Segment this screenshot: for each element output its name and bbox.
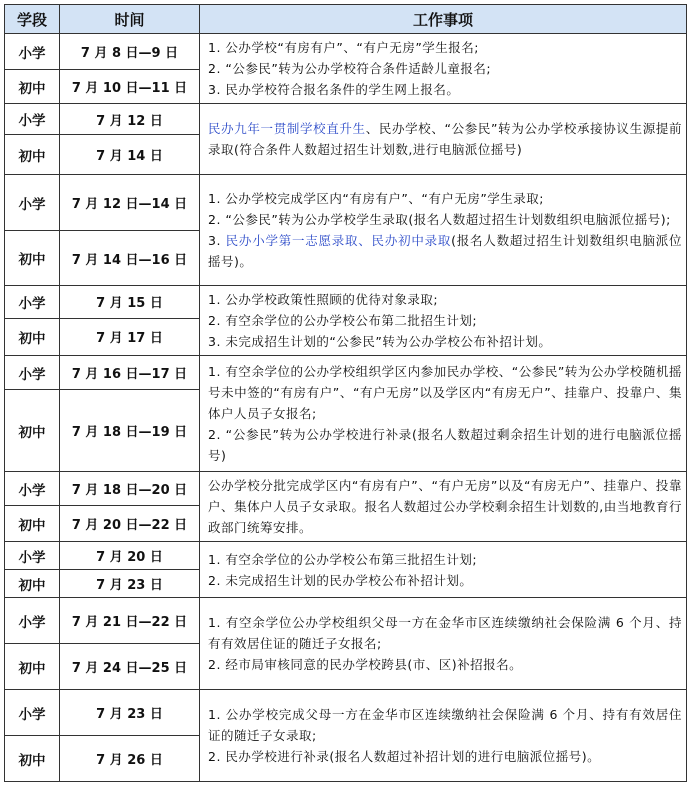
work-line: 3. 未完成招生计划的“公参民”转为公办学校公布补招计划。 <box>208 334 552 349</box>
time-cell: 7 月 8 日—9 日 <box>60 34 200 70</box>
highlight-text: 民办九年一贯制学校直升生 <box>208 121 366 136</box>
work-line: 1. 有空余学位公办学校组织父母一方在金华市区连续缴纳社会保险满 6 个月、持有有效居住证的随迁子女报名; <box>208 615 682 651</box>
header-row <box>5 5 687 34</box>
table-row <box>5 175 687 231</box>
stage-cell: 小学 <box>5 286 60 319</box>
work-line: 2. 经市局审核同意的民办学校跨县(市、区)补招报名。 <box>208 657 523 672</box>
highlight-text: 民办小学第一志愿录取、民办初中录取 <box>225 233 452 248</box>
stage-cell: 小学 <box>5 690 60 736</box>
time-cell: 7 月 23 日 <box>60 570 200 598</box>
table-row <box>5 472 687 506</box>
work-cell <box>200 472 687 542</box>
work-line <box>208 230 682 272</box>
work-cell <box>200 286 687 356</box>
stage-cell: 初中 <box>5 736 60 782</box>
stage-cell: 初中 <box>5 644 60 690</box>
enrollment-schedule-table <box>4 4 687 782</box>
time-cell: 7 月 16 日—17 日 <box>60 356 200 390</box>
stage-cell: 初中 <box>5 135 60 175</box>
item-number: 3. <box>208 233 226 248</box>
work-cell <box>200 34 687 104</box>
work-line: 2. “公参民”转为公办学校进行补录(报名人数超过剩余招生计划的进行电脑派位摇号) <box>208 427 682 463</box>
work-line <box>208 118 682 160</box>
work-cell <box>200 104 687 175</box>
header-stage: 学段 <box>5 5 60 34</box>
time-cell: 7 月 18 日—20 日 <box>60 472 200 506</box>
stage-cell: 初中 <box>5 318 60 355</box>
table-row <box>5 542 687 570</box>
stage-cell: 小学 <box>5 598 60 644</box>
work-cell <box>200 356 687 472</box>
time-cell: 7 月 12 日 <box>60 104 200 135</box>
header-work: 工作事项 <box>200 5 687 34</box>
work-cell <box>200 690 687 782</box>
time-cell: 7 月 14 日—16 日 <box>60 231 200 286</box>
stage-cell: 小学 <box>5 175 60 231</box>
time-cell: 7 月 23 日 <box>60 690 200 736</box>
work-line: 2. “公参民”转为公办学校学生录取(报名人数超过招生计划数组织电脑派位摇号); <box>208 212 671 227</box>
work-cell <box>200 598 687 690</box>
work-line: 1. 公办学校政策性照顾的优待对象录取; <box>208 292 439 307</box>
time-cell: 7 月 20 日—22 日 <box>60 506 200 542</box>
time-cell: 7 月 18 日—19 日 <box>60 390 200 472</box>
work-line: 3. 民办学校符合报名条件的学生网上报名。 <box>208 82 460 97</box>
time-cell: 7 月 12 日—14 日 <box>60 175 200 231</box>
work-text: (报名人数超过招生计划数组织电脑派位摇号)。 <box>208 233 682 269</box>
time-cell: 7 月 20 日 <box>60 542 200 570</box>
work-line: 2. 民办学校进行补录(报名人数超过补招计划的进行电脑派位摇号)。 <box>208 749 601 764</box>
work-cell <box>200 175 687 286</box>
time-cell: 7 月 26 日 <box>60 736 200 782</box>
table-row <box>5 286 687 319</box>
time-cell: 7 月 24 日—25 日 <box>60 644 200 690</box>
table-row <box>5 356 687 390</box>
table-row <box>5 690 687 736</box>
stage-cell: 小学 <box>5 104 60 135</box>
time-cell: 7 月 15 日 <box>60 286 200 319</box>
stage-cell: 初中 <box>5 231 60 286</box>
time-cell: 7 月 14 日 <box>60 135 200 175</box>
work-line: 1. 公办学校“有房有户”、“有户无房”学生报名; <box>208 40 480 55</box>
table-row <box>5 104 687 135</box>
work-text: 、民办学校、“公参民”转为公办学校承接协议生源提前录取(符合条件人数超过招生计划数,进行电脑派位摇号) <box>208 121 682 157</box>
stage-cell: 初中 <box>5 70 60 104</box>
stage-cell: 小学 <box>5 356 60 390</box>
stage-cell: 初中 <box>5 506 60 542</box>
header-time: 时间 <box>60 5 200 34</box>
stage-cell: 小学 <box>5 34 60 70</box>
work-line: 1. 有空余学位的公办学校组织学区内参加民办学校、“公参民”转为公办学校随机摇号未中签的“有房有户”、“有户无房”以及学区内“有房无户”、挂靠户、投靠户、集体户人员子女报名; <box>208 364 682 421</box>
stage-cell: 初中 <box>5 390 60 472</box>
work-line: 2. 有空余学位的公办学校公布第二批招生计划; <box>208 313 478 328</box>
time-cell: 7 月 21 日—22 日 <box>60 598 200 644</box>
work-line: 公办学校分批完成学区内“有房有户”、“有户无房”以及“有房无户”、挂靠户、投靠户、集体户人员子女录取。报名人数超过公办学校剩余招生计划数的,由当地教育行政部门统筹安排。 <box>208 478 682 535</box>
table-row <box>5 34 687 70</box>
work-line: 1. 公办学校完成父母一方在金华市区连续缴纳社会保险满 6 个月、持有有效居住证的随迁子女录取; <box>208 707 682 743</box>
work-line: 1. 公办学校完成学区内“有房有户”、“有户无房”学生录取; <box>208 191 545 206</box>
time-cell: 7 月 17 日 <box>60 318 200 355</box>
work-line: 2. 未完成招生计划的民办学校公布补招计划。 <box>208 572 473 588</box>
table-row <box>5 598 687 644</box>
time-cell: 7 月 10 日—11 日 <box>60 70 200 104</box>
stage-cell: 初中 <box>5 570 60 598</box>
stage-cell: 小学 <box>5 472 60 506</box>
work-line: 2. “公参民”转为公办学校符合条件适龄儿童报名; <box>208 61 492 76</box>
stage-cell: 小学 <box>5 542 60 570</box>
work-cell <box>200 542 687 598</box>
work-line: 1. 有空余学位的公办学校公布第三批招生计划; <box>208 551 478 567</box>
